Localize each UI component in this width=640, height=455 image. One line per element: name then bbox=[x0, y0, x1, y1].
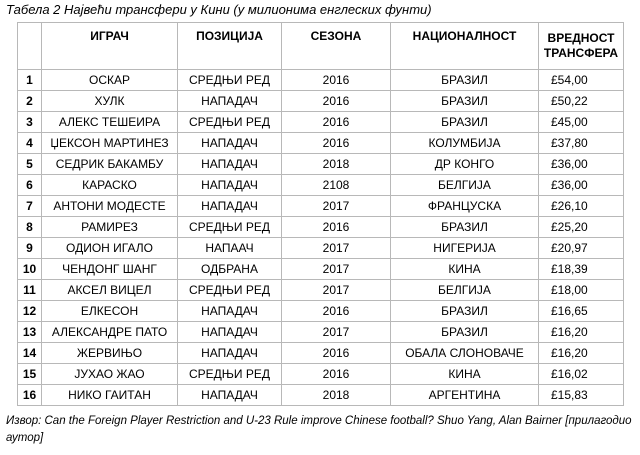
table-row bbox=[18, 175, 624, 196]
value-cell: £37,80 bbox=[539, 133, 624, 154]
nationality-cell: БЕЛГИЈА bbox=[391, 175, 539, 196]
nationality-cell: КОЛУМБИЈА bbox=[391, 133, 539, 154]
position-cell: НАПАДАЧ bbox=[178, 133, 282, 154]
season-cell: 2017 bbox=[282, 238, 391, 259]
rank-cell: 3 bbox=[18, 112, 42, 133]
rank-cell: 14 bbox=[18, 343, 42, 364]
header-value bbox=[539, 23, 624, 70]
table-row bbox=[18, 133, 624, 154]
table-row bbox=[18, 259, 624, 280]
position-cell: НАПАДАЧ bbox=[178, 322, 282, 343]
rank-cell: 12 bbox=[18, 301, 42, 322]
header-rank bbox=[18, 23, 42, 70]
season-cell: 2017 bbox=[282, 322, 391, 343]
nationality-cell: НИГЕРИЈА bbox=[391, 238, 539, 259]
table-row bbox=[18, 238, 624, 259]
table-row bbox=[18, 91, 624, 112]
nationality-cell: КИНА bbox=[391, 259, 539, 280]
value-cell: £45,00 bbox=[539, 112, 624, 133]
rank-cell: 5 bbox=[18, 154, 42, 175]
value-cell: £16,02 bbox=[539, 364, 624, 385]
player-cell: ЈУХАО ЖАО bbox=[42, 364, 178, 385]
season-cell: 2016 bbox=[282, 301, 391, 322]
position-cell: НАПАДАЧ bbox=[178, 154, 282, 175]
nationality-cell: БРАЗИЛ bbox=[391, 70, 539, 91]
rank-cell: 6 bbox=[18, 175, 42, 196]
nationality-cell: ОБАЛА СЛОНОВАЧЕ bbox=[391, 343, 539, 364]
rank-cell: 7 bbox=[18, 196, 42, 217]
nationality-cell: АРГЕНТИНА bbox=[391, 385, 539, 406]
table-row bbox=[18, 112, 624, 133]
player-cell: ЏЕКСОН МАРТИНЕЗ bbox=[42, 133, 178, 154]
season-cell: 2016 bbox=[282, 343, 391, 364]
value-cell: £16,20 bbox=[539, 343, 624, 364]
position-cell: НАПАДАЧ bbox=[178, 196, 282, 217]
nationality-cell: БЕЛГИЈА bbox=[391, 280, 539, 301]
position-cell: НАПАДАЧ bbox=[178, 343, 282, 364]
player-cell: АЛЕКС ТЕШЕИРА bbox=[42, 112, 178, 133]
value-cell: £26,10 bbox=[539, 196, 624, 217]
position-cell: СРЕДЊИ РЕД bbox=[178, 280, 282, 301]
value-cell: £25,20 bbox=[539, 217, 624, 238]
season-cell: 2016 bbox=[282, 217, 391, 238]
player-cell: ЕЛКЕСОН bbox=[42, 301, 178, 322]
player-cell: АНТОНИ МОДЕСТЕ bbox=[42, 196, 178, 217]
season-cell: 2017 bbox=[282, 259, 391, 280]
value-cell: £15,83 bbox=[539, 385, 624, 406]
player-cell: РАМИРЕЗ bbox=[42, 217, 178, 238]
rank-cell: 4 bbox=[18, 133, 42, 154]
value-cell: £16,20 bbox=[539, 322, 624, 343]
nationality-cell: БРАЗИЛ bbox=[391, 301, 539, 322]
position-cell: ОДБРАНА bbox=[178, 259, 282, 280]
table-row bbox=[18, 196, 624, 217]
rank-cell: 1 bbox=[18, 70, 42, 91]
nationality-cell: БРАЗИЛ bbox=[391, 112, 539, 133]
season-cell: 2016 bbox=[282, 112, 391, 133]
nationality-cell: БРАЗИЛ bbox=[391, 217, 539, 238]
table-row bbox=[18, 301, 624, 322]
value-cell: £16,65 bbox=[539, 301, 624, 322]
position-cell: НАПААЧ bbox=[178, 238, 282, 259]
table-row bbox=[18, 70, 624, 91]
position-cell: НАПАДАЧ bbox=[178, 91, 282, 112]
position-cell: НАПАДАЧ bbox=[178, 175, 282, 196]
season-cell: 2108 bbox=[282, 175, 391, 196]
header-season: СЕЗОНА bbox=[282, 23, 391, 70]
table-row bbox=[18, 385, 624, 406]
rank-cell: 15 bbox=[18, 364, 42, 385]
header-player: ИГРАЧ bbox=[42, 23, 178, 70]
rank-cell: 16 bbox=[18, 385, 42, 406]
position-cell: НАПАДАЧ bbox=[178, 301, 282, 322]
rank-cell: 2 bbox=[18, 91, 42, 112]
nationality-cell: ДР КОНГО bbox=[391, 154, 539, 175]
rank-cell: 13 bbox=[18, 322, 42, 343]
player-cell: ОСКАР bbox=[42, 70, 178, 91]
header-value-line2: ТРАНСФЕРА bbox=[543, 46, 619, 60]
table-row bbox=[18, 322, 624, 343]
nationality-cell: КИНА bbox=[391, 364, 539, 385]
header-row bbox=[18, 23, 624, 70]
player-cell: АЛЕКСАНДРЕ ПАТО bbox=[42, 322, 178, 343]
transfers-table bbox=[17, 22, 624, 406]
rank-cell: 10 bbox=[18, 259, 42, 280]
position-cell: СРЕДЊИ РЕД bbox=[178, 217, 282, 238]
player-cell: ЧЕНДОНГ ШАНГ bbox=[42, 259, 178, 280]
value-cell: £36,00 bbox=[539, 175, 624, 196]
position-cell: СРЕДЊИ РЕД bbox=[178, 112, 282, 133]
table-caption: Табела 2 Највећи трансфери у Кини (у милионима енглеских фунти) bbox=[6, 2, 432, 17]
value-cell: £18,39 bbox=[539, 259, 624, 280]
source-note: Извор: Can the Foreign Player Restriction and U-23 Rule improve Chinese football? Shuo Yang, Alan Bairner [прилагодио аутор] bbox=[6, 415, 632, 444]
value-cell: £20,97 bbox=[539, 238, 624, 259]
position-cell: СРЕДЊИ РЕД bbox=[178, 70, 282, 91]
header-position: ПОЗИЦИЈА bbox=[178, 23, 282, 70]
table-body bbox=[18, 70, 624, 406]
player-cell: КАРАСКО bbox=[42, 175, 178, 196]
position-cell: СРЕДЊИ РЕД bbox=[178, 364, 282, 385]
value-cell: £54,00 bbox=[539, 70, 624, 91]
rank-cell: 8 bbox=[18, 217, 42, 238]
player-cell: ОДИОН ИГАЛО bbox=[42, 238, 178, 259]
player-cell: СЕДРИК БАКАМБУ bbox=[42, 154, 178, 175]
player-cell: АКСЕЛ ВИЦЕЛ bbox=[42, 280, 178, 301]
value-cell: £36,00 bbox=[539, 154, 624, 175]
season-cell: 2018 bbox=[282, 385, 391, 406]
season-cell: 2016 bbox=[282, 364, 391, 385]
table-row bbox=[18, 364, 624, 385]
value-cell: £18,00 bbox=[539, 280, 624, 301]
season-cell: 2017 bbox=[282, 280, 391, 301]
player-cell: ЖЕРВИЊО bbox=[42, 343, 178, 364]
rank-cell: 9 bbox=[18, 238, 42, 259]
table-row bbox=[18, 154, 624, 175]
player-cell: НИКО ГАИТАН bbox=[42, 385, 178, 406]
nationality-cell: БРАЗИЛ bbox=[391, 322, 539, 343]
nationality-cell: ФРАНЦУСКА bbox=[391, 196, 539, 217]
season-cell: 2016 bbox=[282, 91, 391, 112]
season-cell: 2017 bbox=[282, 196, 391, 217]
table-row bbox=[18, 343, 624, 364]
value-cell: £50,22 bbox=[539, 91, 624, 112]
position-cell: НАПАДАЧ bbox=[178, 385, 282, 406]
season-cell: 2016 bbox=[282, 70, 391, 91]
player-cell: ХУЛК bbox=[42, 91, 178, 112]
nationality-cell: БРАЗИЛ bbox=[391, 91, 539, 112]
rank-cell: 11 bbox=[18, 280, 42, 301]
season-cell: 2018 bbox=[282, 154, 391, 175]
season-cell: 2016 bbox=[282, 133, 391, 154]
table-row bbox=[18, 217, 624, 238]
table-row bbox=[18, 280, 624, 301]
header-nationality: НАЦИОНАЛНОСТ bbox=[391, 23, 539, 70]
header-value-line1: ВРЕДНОСТ bbox=[547, 31, 615, 45]
